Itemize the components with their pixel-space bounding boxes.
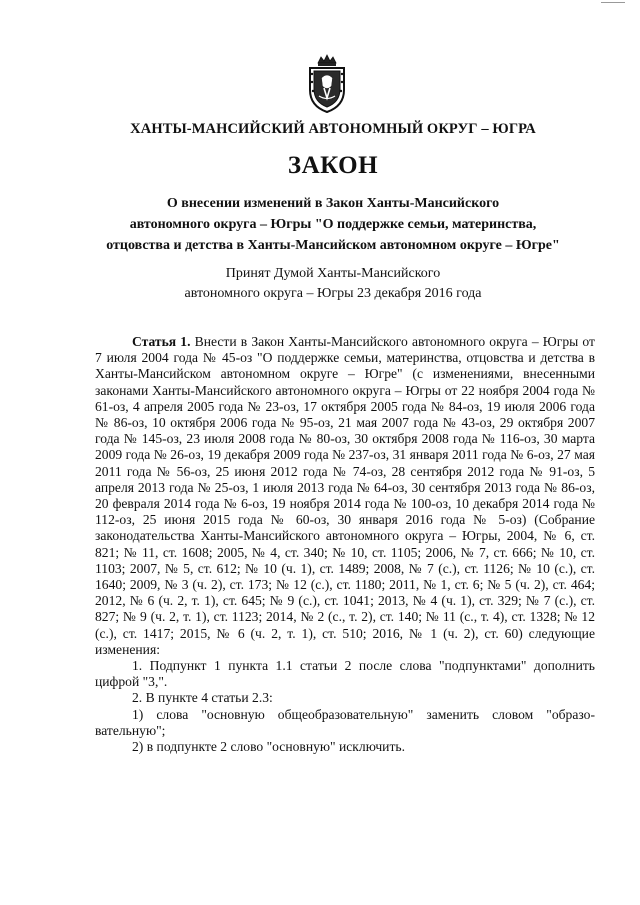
adoption-note bbox=[0, 264, 640, 304]
adoption-line: Принят Думой Ханты-Мансийского bbox=[225, 266, 441, 281]
law-body bbox=[95, 334, 595, 755]
adoption-line: автономного округа – Югры 23 декабря 2016 года bbox=[184, 286, 482, 301]
subtitle-line: отцовства и детства в Ханты-Мансийском автономном округе – Югре" bbox=[106, 238, 560, 253]
list-item: 1. Подпункт 1 пункта 1.1 статьи 2 после слова "подпунктами" дополнить цифрой "3,". bbox=[95, 658, 595, 690]
document-type-title: ЗАКОН bbox=[287, 152, 379, 179]
law-subtitle bbox=[0, 193, 640, 256]
subtitle-line: автономного округа – Югры "О поддержке семьи, материнства, bbox=[129, 217, 537, 232]
subtitle-line: О внесении изменений в Закон Ханты-Мансийского bbox=[166, 196, 500, 211]
region-title: ХАНТЫ-МАНСИЙСКИЙ АВТОНОМНЫЙ ОКРУГ – ЮГРА bbox=[130, 121, 536, 137]
list-item: 2) в подпункте 2 слово "основную" исключить. bbox=[132, 739, 405, 755]
coat-of-arms-icon bbox=[304, 54, 350, 114]
list-item: 2. В пункте 4 статьи 2.3: bbox=[132, 690, 273, 706]
article-label: Статья 1. bbox=[132, 334, 191, 349]
article-paragraph bbox=[95, 334, 595, 658]
scan-corner-mark bbox=[601, 2, 625, 9]
list-item: 1) слова "основную общеобразовательную" заменить словом "образовательную"; bbox=[95, 706, 595, 738]
article-text: Внести в Закон Ханты-Мансийского автономного округа – Югры от 7 июля 2004 года № 45-оз "О поддержке семьи, материнства, отцовства и детства в Ханты-Мансийском автономном округе – Югре" (с изменениями, внесенными законами Ханты-Мансийского автономного округа – Югры от 22 ноября 2004 года № 61-оз, 4 апреля 2005 года № 23-оз, 17 октября 2005 года № 84-оз, 19 июля 2006 года № 86-оз, 10 октября 2006 года № 95-оз, 21 мая 2007 года № 43-оз, 29 октября 2007 года № 145-оз, 23 июля 2008 года № 80-оз, 30 октября 2008 года № 116-оз, 30 марта 2009 года № 26-оз, 19 декабря 2009 года № 237-оз, 31 января 2011 года № 6-оз, 27 мая 2011 года № 56-оз, 25 июня 2012 года № 74-оз, 28 сентября 2012 года № 91-оз, 5 апреля 2013 года № 25-оз, 1 июля 2013 года № 64-оз, 30 сентября 2013 года № 86-оз, 20 февраля 2014 года № 6-оз, 19 ноября 2014 года № 100-оз, 10 декабря 2014 года № 112-оз, 25 июня 2015 года № 60-оз, 30 января 2016 года № 5-оз) (Собрание законодательства Ханты-Мансийского автономного округа – Югры, 2004, № 6, ст. 821; № 11, ст. 1608; 2005, № 4, ст. 340; № 10, ст. 1105; 2006, № 7, ст. 666; № 10, ст. 1103; 2007, № 5, ст. 612; № 10 (ч. 1), ст. 1489; 2008, № 7 (с.), ст. 1126; № 10 (с.), ст. 1640; 2009, № 3 (ч. 2), ст. 173; № 12 (с.), ст. 1180; 2011, № 1, ст. 6; № 5 (ч. 2), ст. 464; 2012, № 6 (ч. 2, т. 1), ст. 645; № 9 (с.), ст. 1041; 2013, № 4 (ч. 1), ст. 329; № 7 (с.), ст. 827; № 9 (ч. 2, т. 1), ст. 1123; 2014, № 2 (с., т. 2), ст. 140; № 11 (с., т. 4), ст. 1328; № 12 (с.), ст. 1417; 2015, № 6 (ч. 2, т. 1), ст. 510; 2016, № 1 (ч. 2), ст. 60) следующие изменения: bbox=[95, 334, 595, 657]
